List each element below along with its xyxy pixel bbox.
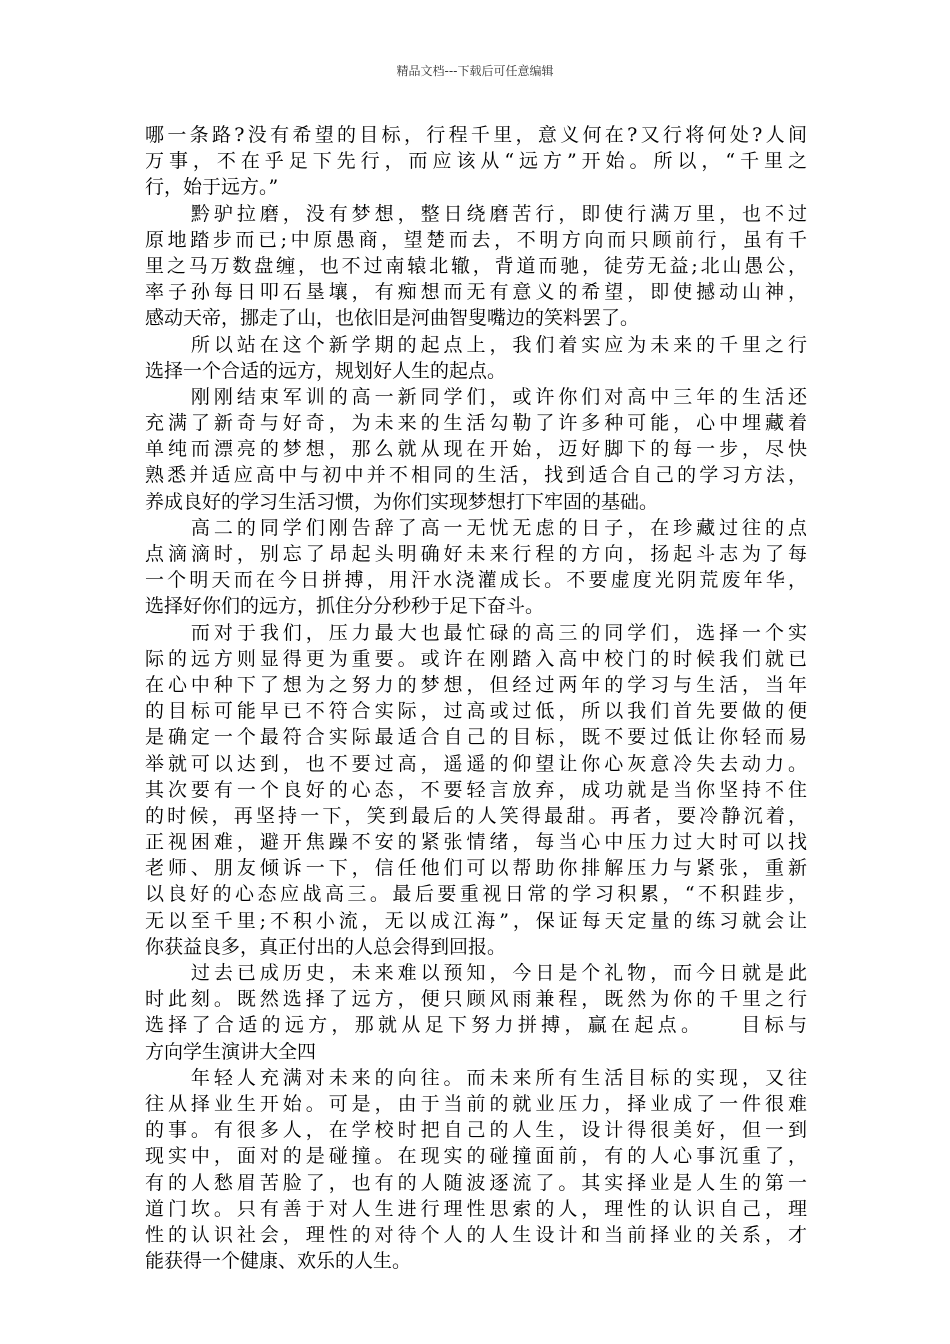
text-line: 原地踏步而已;中原愚商，望楚而去，不明方向而只顾前行，虽有千 (145, 228, 807, 251)
text-line: 行，始于远方。” (145, 176, 279, 199)
text-line: 的目标可能早已不符合实际，过高或过低，所以我们首先要做的便 (145, 700, 807, 723)
document-body (145, 122, 807, 1274)
text-line: 你获益良多，真正付出的人总会得到回报。 (145, 935, 507, 958)
text-line: 而对于我们，压力最大也最忙碌的高三的同学们，选择一个实 (145, 621, 807, 644)
text-line: 往从择业生开始。可是，由于当前的就业压力，择业成了一件很难 (145, 1092, 807, 1115)
text-line: 所以站在这个新学期的起点上，我们着实应为未来的千里之行 (145, 333, 807, 356)
text-line: 时此刻。既然选择了远方，便只顾风雨兼程，既然为你的千里之行 (145, 988, 807, 1011)
text-line: 充满了新奇与好奇，为未来的生活勾勒了许多种可能，心中埋藏着 (145, 412, 807, 435)
text-line: 老师、朋友倾诉一下，信任他们可以帮助你排解压力与紧张，重新 (145, 857, 807, 880)
text-line: 感动天帝，挪走了山，也依旧是河曲智叟嘴边的笑料罢了。 (145, 307, 640, 330)
text-line: 在心中种下了想为之努力的梦想，但经过两年的学习与生活，当年 (145, 673, 807, 696)
text-line: 哪一条路?没有希望的目标，行程千里，意义何在?又行将何处?人间 (145, 124, 807, 146)
text-line: 高二的同学们刚告辞了高一无忧无虑的日子，在珍藏过往的点 (145, 516, 807, 539)
text-line: 点滴滴时，别忘了昂起头明确好未来行程的方向，扬起斗志为了每 (145, 543, 807, 565)
text-line: 一个明天而在今日拼搏，用汗水浇灌成长。不要虚度光阴荒废年华， (145, 569, 807, 592)
text-line: 正视困难，避开焦躁不安的紧张情绪，每当心中压力过大时可以找 (145, 831, 807, 854)
text-line: 的事。有很多人，在学校时把自己的人生，设计得很美好，但一到 (145, 1119, 807, 1142)
text-line: 以良好的心态应战高三。最后要重视日常的学习积累，“不积跬步， (145, 883, 807, 906)
text-line: 是确定一个最符合实际最适合自己的目标，既不要过低让你轻而易 (145, 726, 807, 749)
page-header: 精品文档---下载后可任意编辑 (396, 64, 554, 78)
text-line: 熟悉并适应高中与初中并不相同的生活，找到适合自己的学习方法， (145, 464, 807, 487)
text-line: 举就可以达到，也不要过高，遥遥的仰望让你心灰意冷失去动力。 (145, 752, 807, 775)
text-line: 率子孙每日叩石垦壤，有痴想而无有意义的希望，即使撼动山神， (145, 281, 807, 304)
text-line: 方向学生演讲大全四 (145, 1040, 317, 1063)
text-line: 道门坎。只有善于对人生进行理性思索的人，理性的认识自己，理 (145, 1197, 807, 1220)
text-line: 里之马万数盘缠，也不过南辕北辙，背道而驰，徒劳无益;北山愚公， (145, 254, 807, 277)
text-line: 选择了合适的远方，那就从足下努力拼搏，赢在起点。 目标与 (145, 1014, 807, 1037)
text-line: 养成良好的学习生活习惯，为你们实现梦想打下牢固的基础。 (145, 490, 659, 513)
text-line: 有的人愁眉苦脸了，也有的人随波逐流了。其实择业是人生的第一 (145, 1171, 807, 1194)
text-line: 年轻人充满对未来的向往。而未来所有生活目标的实现，又往 (145, 1066, 807, 1089)
text-line: 其次要有一个良好的心态，不要轻言放弃，成功就是当你坚持不住 (145, 778, 807, 801)
text-line: 过去已成历史，未来难以预知，今日是个礼物，而今日就是此 (145, 962, 807, 984)
text-line: 黔驴拉磨，没有梦想，整日绕磨苦行，即使行满万里，也不过 (145, 202, 807, 225)
text-line: 的时候，再坚持一下，笑到最后的人笑得最甜。再者，要冷静沉着， (145, 804, 807, 827)
text-line: 无以至千里;不积小流，无以成江海”，保证每天定量的练习就会让 (145, 909, 807, 932)
text-line: 能获得一个健康、欢乐的人生。 (145, 1250, 412, 1273)
text-line: 选择一个合适的远方，规划好人生的起点。 (145, 359, 507, 382)
text-line: 选择好你们的远方，抓住分分秒秒于足下奋斗。 (145, 595, 545, 618)
text-line: 单纯而漂亮的梦想，那么就从现在开始，迈好脚下的每一步，尽快 (145, 438, 807, 461)
text-line: 万事，不在乎足下先行，而应该从“远方”开始。所以，“千里之 (145, 150, 807, 173)
text-line: 现实中，面对的是碰撞。在现实的碰撞面前，有的人心事沉重了， (145, 1145, 807, 1168)
text-line: 际的远方则显得更为重要。或许在刚踏入高中校门的时候我们就已 (145, 647, 807, 670)
text-line: 性的认识社会，理性的对待个人的人生设计和当前择业的关系，才 (145, 1223, 807, 1246)
text-line: 刚刚结束军训的高一新同学们，或许你们对高中三年的生活还 (145, 385, 807, 408)
